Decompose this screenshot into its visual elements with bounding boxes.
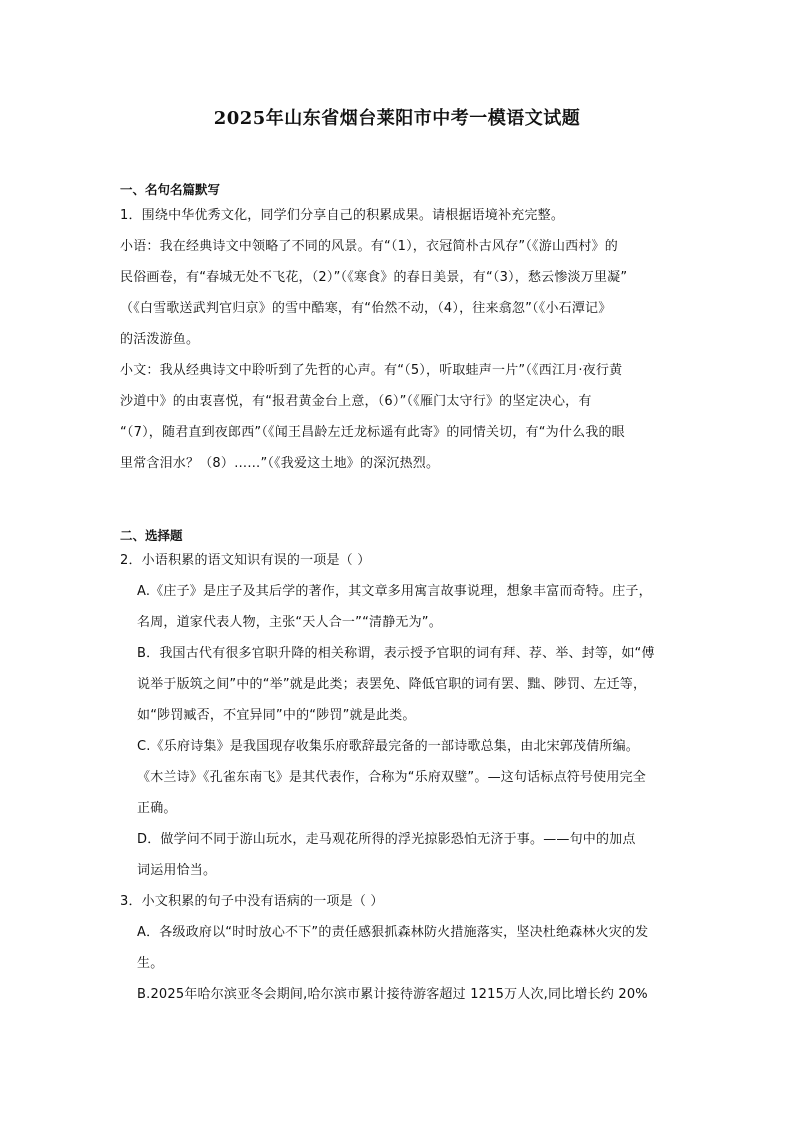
question-3-stem-block — [120, 886, 685, 917]
page-title: 2025年山东省烟台莱阳市中考一模语文试题 — [213, 108, 581, 129]
option-d-line: 词运用恰当。 — [137, 863, 217, 878]
xiaowen-line: 里常含泪水？（8）……”（《我爱这土地》的深沉热烈。 — [120, 456, 440, 471]
xiaoyu-line: （《白雪歌送武判官归京》的雪中酷寒，有“佁然不动，（4），往来翕忽”（《小石潭记》 — [120, 301, 612, 316]
question-2-stem: 2．小语积累的语文知识有误的一项是（ ） — [120, 553, 371, 568]
xiaowen-line: 沙道中》的由衷喜悦，有“报君黄金台上意，（6）”（《雁门太守行》的坚定决心，有 — [120, 394, 592, 409]
option-b-line: 说举于版筑之间”中的“举”就是此类；表罢免、降低官职的词有罢、黜、陟罚、左迁等， — [137, 677, 647, 692]
question-1-stem: 1．围绕中华优秀文化，同学们分享自己的积累成果。请根据语境补充完整。 — [120, 208, 565, 223]
option-b-line: B．我国古代有很多官职升降的相关称谓，表示授予官职的词有拜、荐、举、封等，如“傅 — [137, 646, 655, 661]
option-a-line: A.《庄子》是庄子及其后学的著作，其文章多用寓言故事说理，想象丰富而奇特。庄子， — [137, 584, 652, 599]
question-1 — [120, 200, 685, 479]
option-a-line: 名周，道家代表人物，主张“天人合一”“清静无为”。 — [137, 615, 442, 630]
question-3-stem: 3．小文积累的句子中没有语病的一项是（ ） — [120, 894, 384, 909]
question-2-stem-block — [120, 545, 685, 576]
xiaoyu-line: 的活泼游鱼。 — [120, 332, 200, 347]
option-a-line: A．各级政府以“时时放心不下”的责任感狠抓森林防火措施落实，坚决杜绝森林火灾的发 — [137, 925, 649, 940]
option-b-line: 如“陟罚臧否，不宜异同”中的“陟罚”就是此类。 — [137, 708, 416, 723]
xiaowen-line: 小文：我从经典诗文中聆听到了先哲的心声。有“（5），听取蛙声一片”（《西江月·夜行黄 — [120, 363, 623, 378]
option-b-line: B.2025年哈尔滨亚冬会期间,哈尔滨市累计接待游客超过 1215万人次,同比增长约 20% — [137, 987, 648, 1002]
option-c-line: 正确。 — [137, 801, 177, 816]
section-heading-dictation: 一、名句名篇默写 — [120, 182, 221, 197]
question-2-options — [137, 576, 685, 886]
option-c-line: 《木兰诗》《孔雀东南飞》是其代表作，合称为“乐府双璧”。—这句话标点符号使用完全 — [137, 770, 646, 785]
option-d-line: D．做学问不同于游山玩水，走马观花所得的浮光掠影恐怕无济于事。——句中的加点 — [137, 832, 636, 847]
section-heading-choice: 二、选择题 — [120, 528, 183, 543]
option-a-line: 生。 — [137, 956, 164, 971]
xiaoyu-line: 民俗画卷，有“春城无处不飞花，（2）”（《寒食》的春日美景，有“（3），愁云惨淡万里凝” — [120, 270, 628, 285]
option-c-line: C.《乐府诗集》是我国现存收集乐府歌辞最完备的一部诗歌总集，由北宋郭茂倩所编。 — [137, 739, 640, 754]
xiaoyu-line: 小语：我在经典诗文中领略了不同的风景。有“（1），衣冠简朴古风存”（《游山西村》的 — [120, 239, 618, 254]
xiaowen-line: “（7），随君直到夜郎西”（《闻王昌龄左迁龙标遥有此寄》的同情关切，有“为什么我的眼 — [120, 425, 625, 440]
question-3-options — [137, 917, 685, 1010]
